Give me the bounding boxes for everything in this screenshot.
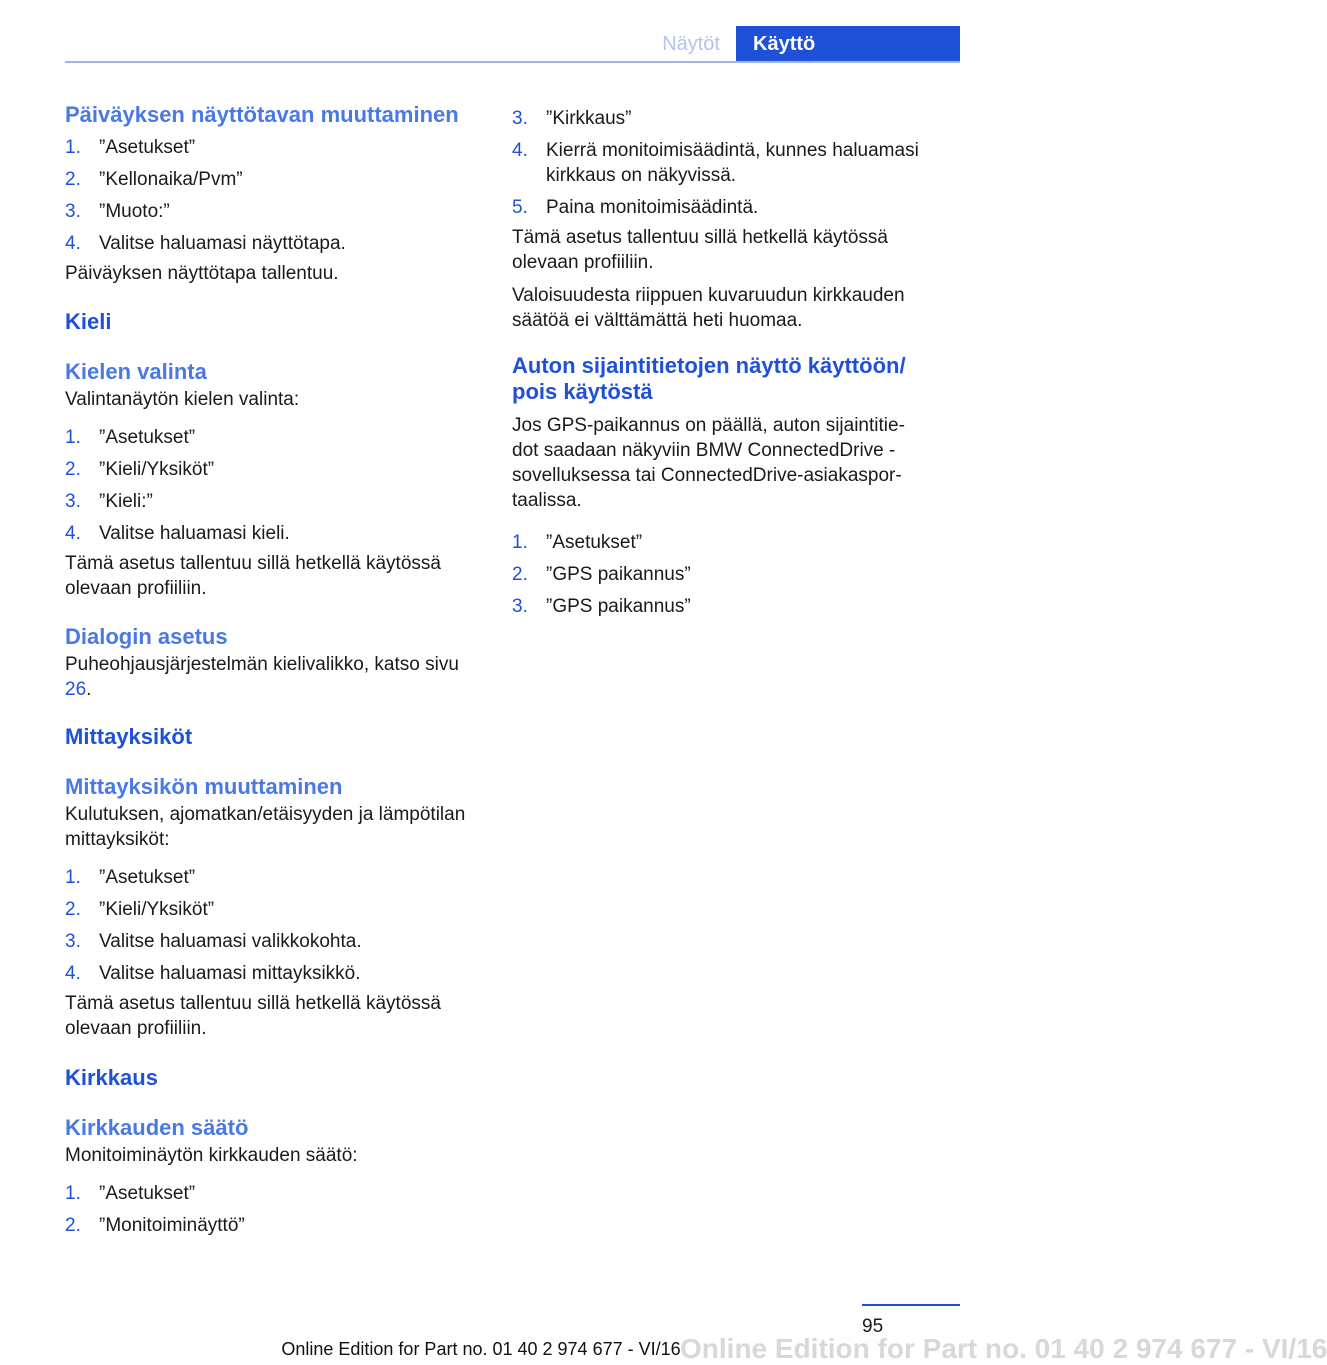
units-steps	[65, 865, 477, 986]
list-item: 4. Valitse haluamasi kieli.	[65, 523, 290, 544]
left-column	[65, 98, 477, 1245]
brightness-intro: Monitoiminäytön kirkkauden säätö:	[65, 1145, 358, 1166]
list-item: 2. ”Kieli/Yksiköt”	[65, 899, 215, 920]
section-heading-date-format: Päiväyksen näyttötavan muuttaminen	[65, 102, 459, 127]
gps-steps	[512, 530, 924, 619]
list-item: 1. ”Asetukset”	[512, 532, 643, 553]
edition-footer: Online Edition for Part no. 01 40 2 974 677 - VI/16	[281, 1339, 681, 1359]
list-item: 2. ”GPS paikannus”	[512, 564, 691, 585]
section-heading-brightness: Kirkkaus	[65, 1065, 158, 1090]
list-item: 4. Kierrä monitoimisäädintä, kunnes haluamasi kirkkaus on näkyvissä.	[512, 140, 919, 186]
brightness-note: Tämä asetus tallentuu sillä hetkellä käytössä olevaan profiiliin.	[512, 227, 888, 273]
header-chapter-tab[interactable]: Käyttö	[736, 26, 960, 62]
right-column	[512, 106, 924, 626]
subheading-language-select: Kielen valinta	[65, 359, 207, 384]
brightness-visibility-note: Valoisuudesta riippuen kuvaruudun kirkkauden säätöä ei välttämättä heti huomaa.	[512, 285, 905, 331]
section-heading-language: Kieli	[65, 309, 112, 334]
section-heading-units: Mittayksiköt	[65, 724, 193, 749]
list-item: 2. ”Monitoiminäyttö”	[65, 1215, 245, 1236]
subheading-units-change: Mittayksikön muuttaminen	[65, 774, 343, 799]
list-item: 4. Valitse haluamasi näyttötapa.	[65, 233, 346, 254]
language-steps	[65, 425, 477, 546]
list-item: 1. ”Asetukset”	[65, 137, 196, 158]
page-link[interactable]: 26	[65, 679, 87, 700]
header-divider	[65, 61, 960, 63]
list-item: 4. Valitse haluamasi mittayksikkö.	[65, 963, 361, 984]
gps-intro: Jos GPS-paikannus on päällä, auton sijaintitiedot saadaan näkyviin BMW ConnectedDrive sovelluksessa tai ConnectedDrive-asiakasportaalissa.	[512, 415, 905, 511]
list-item: 3. Valitse haluamasi valikkokohta.	[65, 931, 362, 952]
footer-divider	[862, 1304, 960, 1306]
section-heading-gps: Auton sijaintitietojen näyttö käyttöön/ pois käytöstä	[512, 353, 906, 404]
page-header	[0, 0, 960, 62]
date-format-steps	[65, 135, 477, 256]
list-item: 1. ”Asetukset”	[65, 1183, 196, 1204]
language-note: Tämä asetus tallentuu sillä hetkellä käytössä olevaan profiiliin.	[65, 553, 441, 599]
watermark: Online Edition for Part no. 01 40 2 974 677 - VI/16	[680, 1333, 1327, 1364]
list-item: 3. ”GPS paikannus”	[512, 596, 691, 617]
list-item: 5. Paina monitoimisäädintä.	[512, 197, 759, 218]
subheading-dialog: Dialogin asetus	[65, 624, 228, 649]
language-select-intro: Valintanäytön kielen valinta:	[65, 389, 300, 410]
list-item: 3. ”Kieli:”	[65, 491, 153, 512]
units-intro: Kulutuksen, ajomatkan/etäisyyden ja lämpötilan mittayksiköt:	[65, 804, 466, 850]
list-item: 1. ”Asetukset”	[65, 427, 196, 448]
brightness-steps	[65, 1181, 477, 1238]
page-number: 95	[862, 1316, 884, 1337]
dialog-text: Puheohjausjärjestelmän kielivalikko, katso sivu 26.	[65, 654, 459, 700]
list-item: 2. ”Kellonaika/Pvm”	[65, 169, 243, 190]
list-item: 2. ”Kieli/Yksiköt”	[65, 459, 215, 480]
list-item: 3. ”Kirkkaus”	[512, 108, 632, 129]
brightness-steps-continued	[512, 106, 924, 220]
units-note: Tämä asetus tallentuu sillä hetkellä käytössä olevaan profiiliin.	[65, 993, 441, 1039]
header-section-tab[interactable]: Näytöt	[662, 33, 720, 55]
date-format-note: Päiväyksen näyttötapa tallentuu.	[65, 263, 339, 284]
list-item: 1. ”Asetukset”	[65, 867, 196, 888]
subheading-brightness-adjust: Kirkkauden säätö	[65, 1115, 249, 1140]
list-item: 3. ”Muoto:”	[65, 201, 170, 222]
